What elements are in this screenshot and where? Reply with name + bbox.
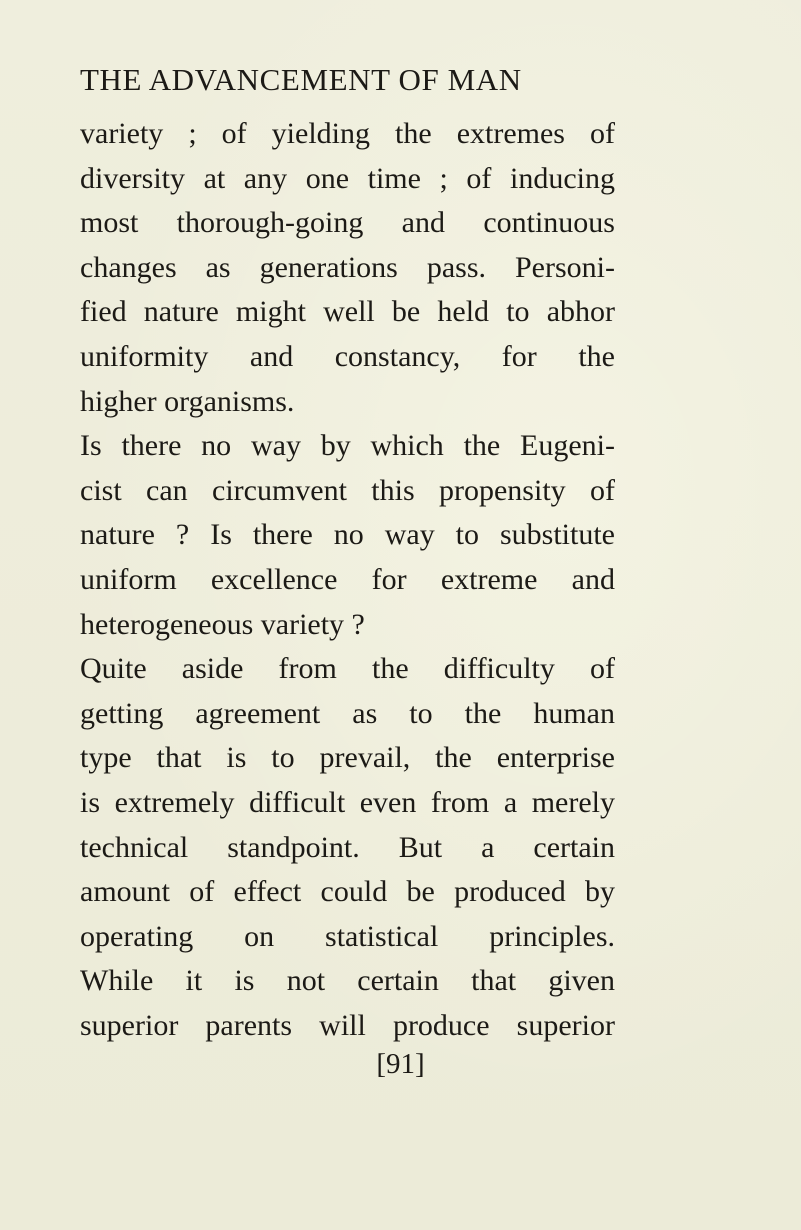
text-line: variety ; of yielding the extremes of bbox=[80, 117, 615, 150]
text-line: getting agreement as to the human bbox=[80, 696, 615, 730]
text-line: Quite aside from the difficulty of bbox=[80, 652, 615, 686]
text-line: Is there no way by which the Eugeni- bbox=[80, 429, 615, 463]
text-line: higher organisms. bbox=[80, 384, 295, 418]
text-line: superior parents will produce superior bbox=[80, 1008, 615, 1042]
text-line: cist can circumvent this propensity of bbox=[80, 473, 615, 507]
body-text bbox=[80, 112, 615, 1048]
running-head: THE ADVANCEMENT OF MAN bbox=[80, 62, 522, 97]
page-number bbox=[0, 1048, 801, 1081]
text-line: operating on statistical principles. bbox=[80, 919, 615, 953]
text-line: fied nature might well be held to abhor bbox=[80, 295, 615, 329]
page-number-value: 91 bbox=[386, 1048, 415, 1080]
text-line: amount of effect could be produced by bbox=[80, 875, 615, 909]
page-number-open-bracket: [ bbox=[376, 1048, 386, 1080]
page-number-close-bracket: ] bbox=[415, 1048, 425, 1080]
text-line: While it is not certain that given bbox=[80, 964, 615, 998]
text-line: is extremely difficult even from a merely bbox=[80, 785, 615, 819]
text-line: nature ? Is there no way to substitute bbox=[80, 518, 615, 552]
text-line: diversity at any one time ; of inducing bbox=[80, 161, 615, 195]
text-line: most thorough-going and continuous bbox=[80, 206, 615, 240]
text-line: uniform excellence for extreme and bbox=[80, 562, 615, 596]
text-line: technical standpoint. But a certain bbox=[80, 830, 615, 864]
text-line: uniformity and constancy, for the bbox=[80, 339, 615, 373]
text-line: changes as generations pass. Personi- bbox=[80, 250, 615, 284]
text-line: type that is to prevail, the enterprise bbox=[80, 741, 615, 775]
text-line: heterogeneous variety ? bbox=[80, 607, 365, 641]
